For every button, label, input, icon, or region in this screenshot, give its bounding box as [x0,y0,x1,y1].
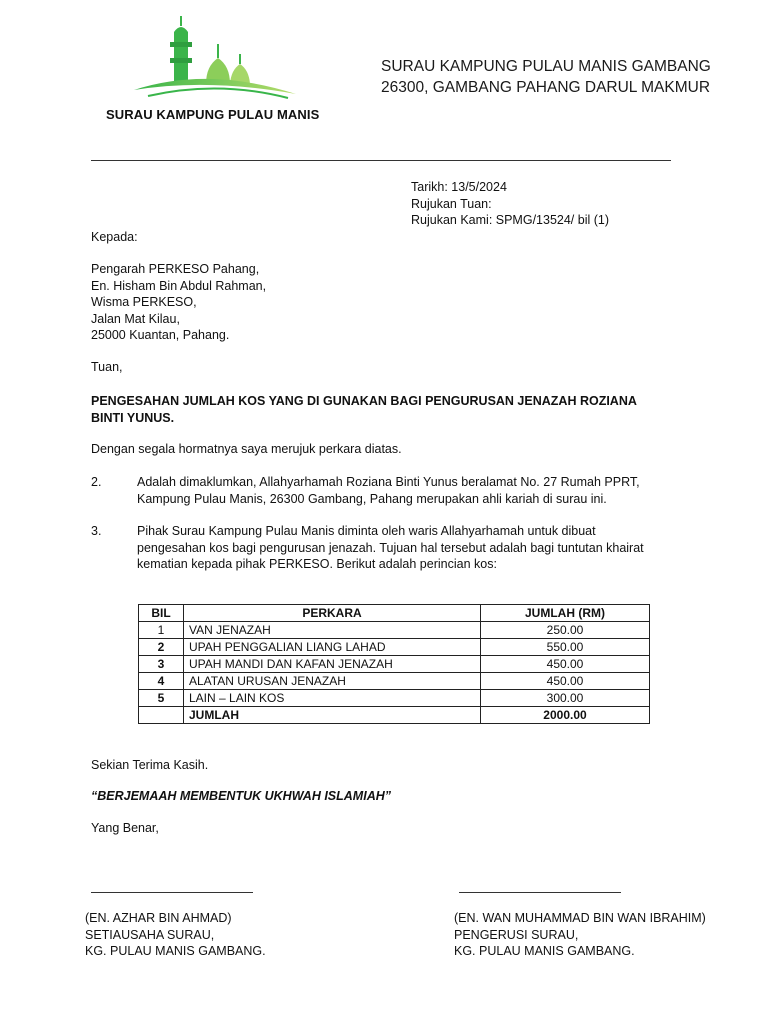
signatory-name: (EN. AZHAR BIN AHMAD) [85,911,232,925]
row-bil: 3 [139,656,184,673]
row-amount: 550.00 [481,639,650,656]
paragraph-3 [137,523,677,573]
paragraph-2 [137,474,677,507]
paragraph-line: kematian kepada pihak PERKESO. Berikut adalah perincian kos: [137,557,497,571]
table-total-row [139,707,650,724]
opening-paragraph: Dengan segala hormatnya saya merujuk perkara diatas. [91,442,402,456]
signatory-left [85,910,266,960]
row-item: ALATAN URUSAN JENAZAH [184,673,481,690]
signatory-title: PENGERUSI SURAU, [454,927,579,942]
closing-yours: Yang Benar, [91,821,159,835]
mosque-dome-icon [128,14,298,100]
recipient-line: 25000 Kuantan, Pahang. [91,328,230,342]
ref-ours: Rujukan Kami: SPMG/13524/ bil (1) [411,213,610,227]
header-divider [91,160,671,161]
row-amount: 450.00 [481,673,650,690]
recipient-line: Wisma PERKESO, [91,295,197,309]
to-label: Kepada: [91,230,138,244]
row-item: UPAH PENGGALIAN LIANG LAHAD [184,639,481,656]
signature-line-right [459,892,621,893]
letterhead-address [381,56,711,98]
signatory-title: SETIAUSAHA SURAU, [85,927,215,942]
row-amount: 300.00 [481,690,650,707]
row-item: LAIN – LAIN KOS [184,690,481,707]
signatory-org: KG. PULAU MANIS GAMBANG. [454,944,635,958]
row-amount: 250.00 [481,622,650,639]
signature-line-left [91,892,253,893]
header-item: PERKARA [184,605,481,622]
paragraph-line: Kampung Pulau Manis, 26300 Gambang, Pahang merupakan ahli kariah di surau ini. [137,491,607,506]
paragraph-number: 3. [91,524,102,538]
address-line-2: 26300, GAMBANG PAHANG DARUL MAKMUR [381,79,711,96]
recipient-line: Pengarah PERKESO Pahang, [91,262,260,276]
cost-table [138,604,650,724]
total-amount: 2000.00 [481,707,650,724]
table-row [139,690,650,707]
header-amount: JUMLAH (RM) [481,605,650,622]
signatory-org: KG. PULAU MANIS GAMBANG. [85,944,266,958]
row-item: UPAH MANDI DAN KAFAN JENAZAH [184,656,481,673]
header-bil: BIL [139,605,184,622]
paragraph-line: Adalah dimaklumkan, Allahyarhamah Roziana Binti Yunus beralamat No. 27 Rumah PPRT, [137,475,640,489]
reference-block [411,179,609,229]
signatory-right [454,910,706,960]
row-bil: 5 [139,690,184,707]
paragraph-number: 2. [91,475,102,489]
table-row [139,639,650,656]
table-row [139,622,650,639]
row-bil: 4 [139,673,184,690]
address-line-1: SURAU KAMPUNG PULAU MANIS GAMBANG [381,58,711,75]
recipient-line: Jalan Mat Kilau, [91,311,180,326]
motto: “BERJEMAAH MEMBENTUK UKHWAH ISLAMIAH” [91,789,391,803]
salutation: Tuan, [91,360,123,374]
recipient-line: En. Hisham Bin Abdul Rahman, [91,278,267,293]
recipient-address [91,261,266,344]
ref-yours: Rujukan Tuan: [411,196,492,211]
row-amount: 450.00 [481,656,650,673]
closing-thanks: Sekian Terima Kasih. [91,758,209,772]
letter-subject: PENGESAHAN JUMLAH KOS YANG DI GUNAKAN BAGI PENGURUSAN JENAZAH ROZIANA BINTI YUNUS. [91,394,637,425]
table-row [139,656,650,673]
table-header-row [139,605,650,622]
row-bil: 2 [139,639,184,656]
organization-name: SURAU KAMPUNG PULAU MANIS [106,107,320,122]
row-bil-empty [139,707,184,724]
table-row [139,673,650,690]
paragraph-line: pengesahan kos bagi pengurusan jenazah. Tujuan hal tersebut adalah bagi tuntutan khairat [137,540,644,555]
paragraph-line: Pihak Surau Kampung Pulau Manis diminta oleh waris Allahyarhamah untuk dibuat [137,524,596,538]
row-bil: 1 [139,622,184,639]
letter-date: Tarikh: 13/5/2024 [411,180,507,194]
total-label: JUMLAH [184,707,481,724]
row-item: VAN JENAZAH [184,622,481,639]
signatory-name: (EN. WAN MUHAMMAD BIN WAN IBRAHIM) [454,911,706,925]
